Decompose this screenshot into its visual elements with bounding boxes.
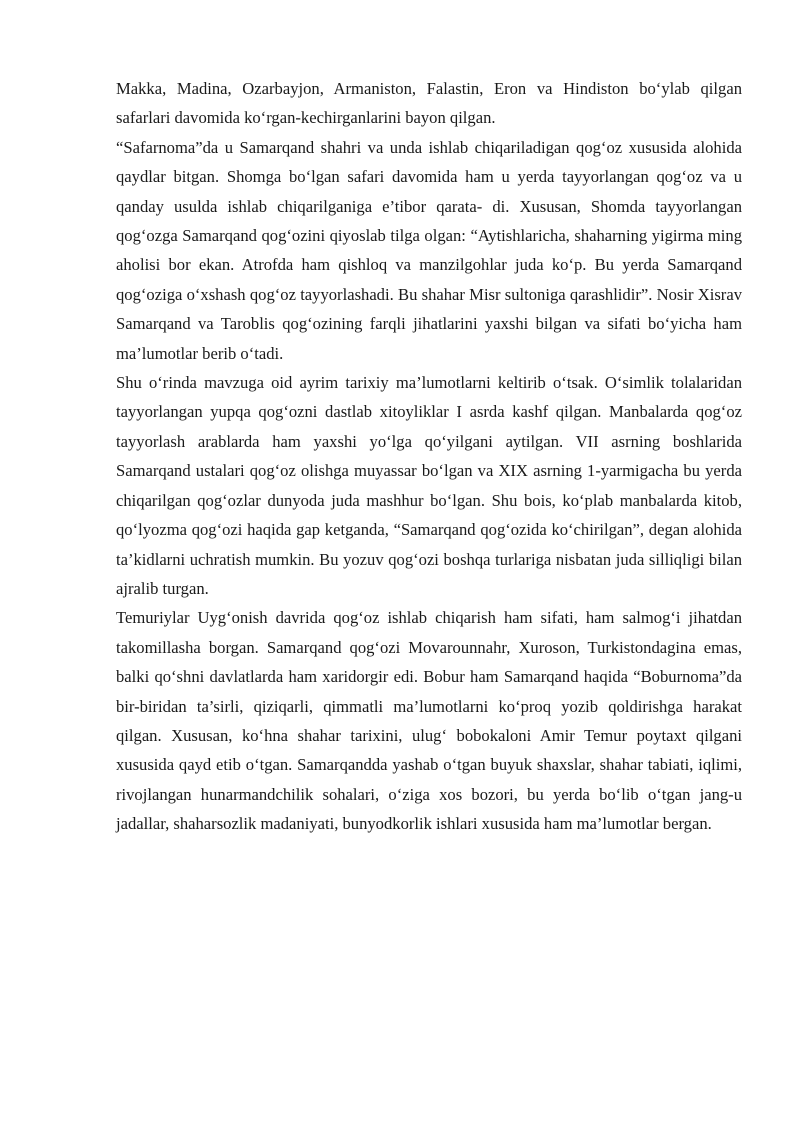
document-page [116,74,742,839]
paragraph-timurid-era: Temuriylar Uyg‘onish davrida qog‘oz ishlab chiqarish ham sifati, ham salmog‘i jihatdan takomillasha borgan. Samarqand qog‘ozi Movarounnahr, Xuroson, Turkistondagina emas, balki qo‘shni davlatlarda ham xaridorgir edi. Bobur ham Samarqand haqida “Boburnoma”da bir-biridan ta’sirli, qiziqarli, qimmatli ma’lumotlarni ko‘proq yozib qoldirishga harakat qilgan. Xususan, ko‘hna shahar tarixini, ulug‘ bobokaloni Amir Temur poytaxt qilgani xususida qayd etib o‘tgan. Samarqandda yashab o‘tgan buyuk shaxslar, shahar tabiati, iqlimi, rivojlangan hunarmandchilik sohalari, o‘ziga xos bozori, bu yerda bo‘lib o‘tgan jang-u jadallar, shaharsozlik madaniyati, bunyodkorlik ishlari xususida ham ma’lumotlar bergan. [116,608,742,834]
paragraph-paper-history: Shu o‘rinda mavzuga oid ayrim tarixiy ma’lumotlarni keltirib o‘tsak. O‘simlik tolalaridan tayyorlangan yupqa qog‘ozni dastlab xitoyliklar I asrda kashf qilgan. Manbalarda qog‘oz tayyorlash arablarda ham yaxshi yo‘lga qo‘yilgani aytilgan. VII asrning boshlarida Samarqand ustalari qog‘oz olishga muyassar bo‘lgan va XIX asrning 1-yarmigacha bu yerda chiqarilgan qog‘ozlar dunyoda juda mashhur bo‘lgan. Shu bois, ko‘plab manbalarda kitob, qo‘lyozma qog‘ozi haqida gap ketganda, “Samarqand qog‘ozida ko‘chirilgan”, degan alohida ta’kidlarni uchratish mumkin. Bu yozuv qog‘ozi boshqa turlariga nisbatan juda silliqligi bilan ajralib turgan. [116,373,742,598]
paragraph-safarnoma: “Safarnoma”da u Samarqand shahri va unda ishlab chiqariladigan qog‘oz xususida alohida qaydlar bitgan. Shomga bo‘lgan safari davomida ham u yerda tayyorlangan qog‘oz va u qanday usulda ishlab chiqarilganiga e’tibor qarata- di. Xususan, Shomda tayyorlangan qog‘ozga Samarqand qog‘ozini qiyoslab tilga olgan: “Aytishlaricha, shaharning yigirma ming aholisi bor ekan. Atrofda ham qishloq va manzilgohlar juda ko‘p. Bu yerda Samarqand qog‘oziga o‘xshash qog‘oz tayyorlashadi. Bu shahar Misr sultoniga qarashlidir”. Nosir Xisrav Samarqand va Taroblis qog‘ozining farqli jihatlarini yaxshi bilgan va sifati bo‘yicha ham ma’lumotlar berib o‘tadi. [116,137,742,363]
paragraph-travels: Makka, Madina, Ozarbayjon, Armaniston, Falastin, Eron va Hindiston bo‘ylab qilgan safarlari davomida ko‘rgan-kechirganlarini bayon qilgan. [116,79,742,128]
